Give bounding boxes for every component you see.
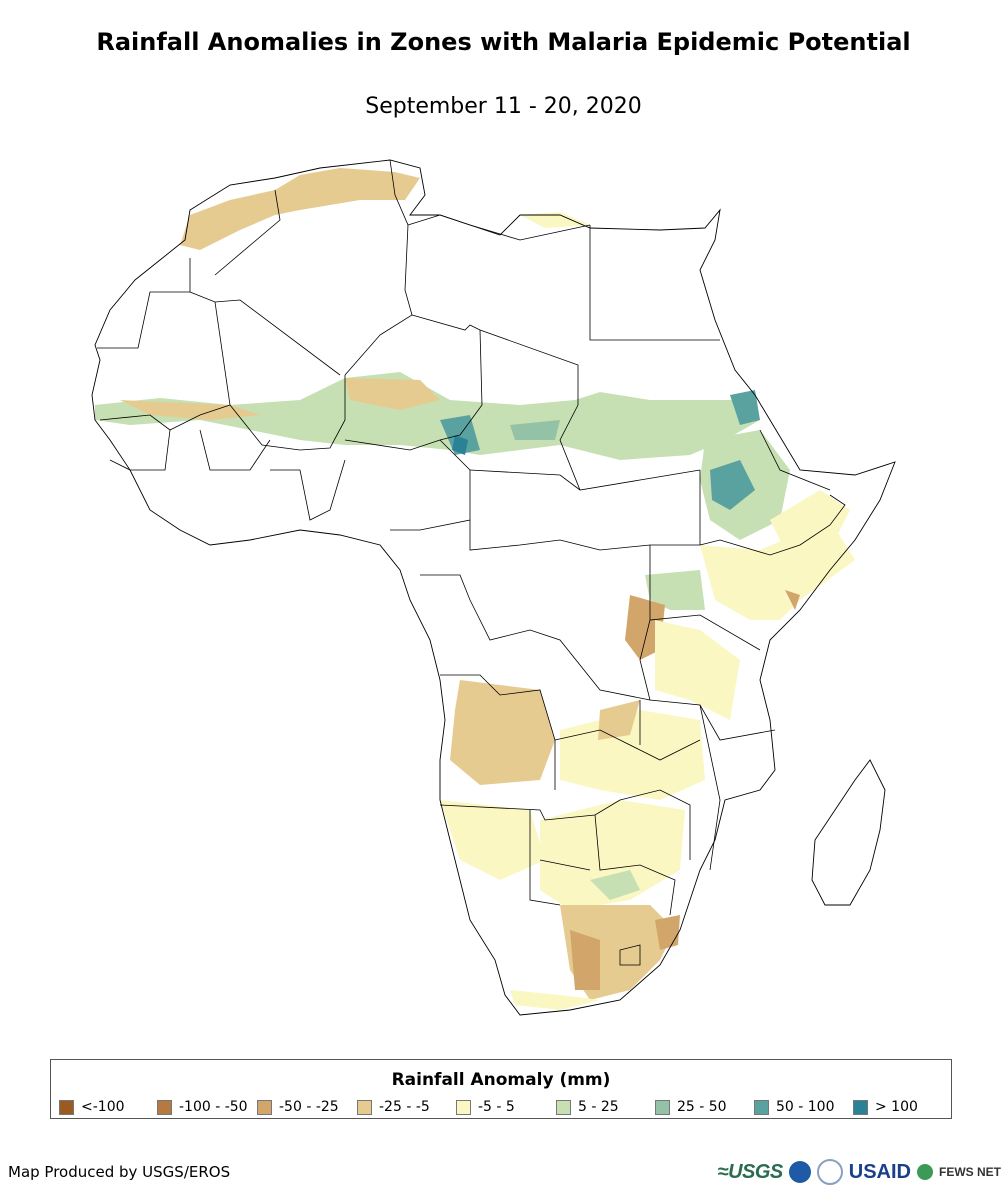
usgs-logo: ≈USGS [717,1160,783,1183]
anomaly-shading [95,168,855,1010]
legend-swatch [357,1100,372,1115]
credit-text: Map Produced by USGS/EROS [8,1163,231,1181]
noaa-seal-icon [789,1161,811,1183]
legend-item [556,1098,619,1116]
legend-item [357,1098,430,1116]
map-subtitle: September 11 - 20, 2020 [365,94,642,119]
legend-label: -5 - 5 [478,1099,515,1115]
legend-label: 25 - 50 [677,1099,727,1115]
legend-label: -25 - -5 [379,1099,430,1115]
legend-item [754,1098,835,1116]
legend-swatch [157,1100,172,1115]
usaid-logo: USAID [848,1160,911,1183]
legend-item [456,1098,515,1116]
legend-swatch [754,1100,769,1115]
legend-item [655,1098,727,1116]
legend-swatch [556,1100,571,1115]
map-title: Rainfall Anomalies in Zones with Malaria Epidemic Potential [96,28,911,56]
legend-swatch [257,1100,272,1115]
legend-swatch [655,1100,670,1115]
legend-item [853,1098,918,1116]
globe-icon [917,1164,933,1180]
fewsnet-logo: FEWS NET [939,1165,1001,1179]
legend-label: <-100 [81,1099,125,1115]
legend-title: Rainfall Anomaly (mm) [391,1070,611,1090]
seal-icon [817,1159,843,1185]
legend-item [257,1098,339,1116]
madagascar-outline [812,760,885,905]
legend-box [50,1059,952,1119]
legend-swatch [456,1100,471,1115]
legend-label: 50 - 100 [776,1099,835,1115]
africa-map [0,140,1007,1040]
legend-item [59,1098,125,1116]
legend-label: > 100 [875,1099,918,1115]
legend-label: -100 - -50 [179,1099,248,1115]
legend-swatch [59,1100,74,1115]
legend-label: -50 - -25 [279,1099,339,1115]
legend-item [157,1098,248,1116]
legend-label: 5 - 25 [578,1099,619,1115]
legend-swatch [853,1100,868,1115]
partner-logos [718,1156,1001,1188]
